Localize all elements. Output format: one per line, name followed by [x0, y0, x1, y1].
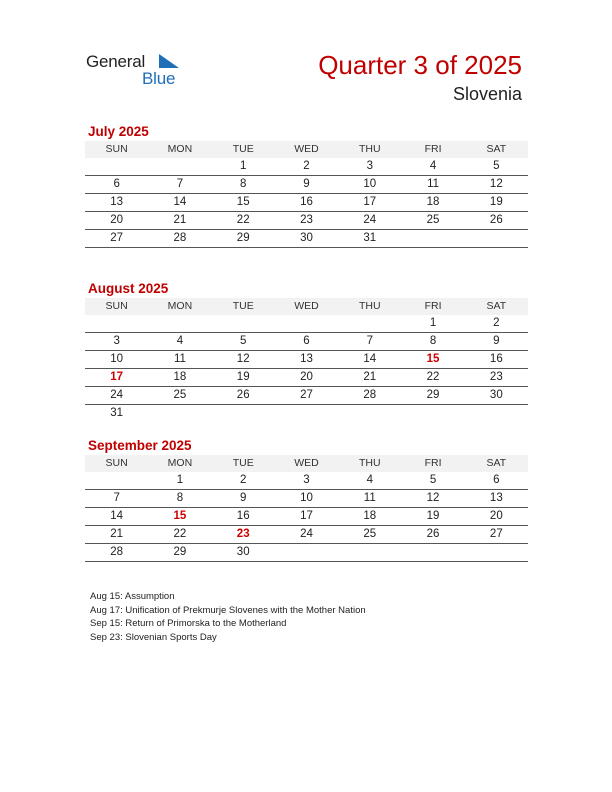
day-cell: 4 [366, 474, 373, 486]
day-cell: 6 [303, 335, 310, 347]
month-calendar [85, 437, 528, 562]
day-cell: 2 [493, 317, 500, 329]
day-cell: 3 [303, 474, 310, 486]
day-cell [212, 315, 275, 332]
day-cell: 10 [363, 178, 377, 190]
holiday-note: Aug 17: Unification of Prekmurje Slovenes with the Mother Nation [90, 604, 366, 616]
country-name: Slovenia [452, 84, 522, 104]
day-cell: 3 [113, 335, 120, 347]
day-cell: 16 [489, 353, 503, 365]
day-cell: 21 [110, 528, 124, 540]
weekday-label: WED [294, 143, 319, 155]
day-cell: 14 [110, 510, 124, 522]
day-cell: 5 [429, 474, 437, 486]
month-title: July 2025 [88, 124, 149, 139]
day-cell: 6 [493, 474, 500, 486]
holiday-day-cell: 15 [173, 510, 187, 522]
weekday-label: THU [358, 300, 381, 312]
day-cell: 12 [489, 178, 503, 190]
day-cell: 2 [240, 474, 247, 486]
logo-general-text: General [86, 52, 146, 71]
day-cell: 21 [173, 214, 187, 226]
day-cell: 14 [363, 353, 377, 365]
day-cell: 1 [240, 160, 247, 172]
day-cell: 11 [427, 178, 440, 190]
day-cell: 16 [300, 196, 313, 208]
holiday-day-cell: 15 [426, 353, 440, 365]
day-cell: 27 [300, 389, 313, 401]
day-cell: 15 [236, 196, 250, 208]
weekday-label: MON [167, 300, 193, 312]
day-cell: 25 [426, 214, 440, 226]
month-calendar [85, 123, 528, 248]
day-cell: 26 [489, 214, 503, 226]
weekday-header [85, 455, 528, 472]
day-cell: 31 [110, 407, 124, 419]
day-cell: 27 [110, 232, 124, 244]
weekday-label: FRI [424, 143, 442, 155]
weekday-label: WED [294, 300, 319, 312]
day-cell [148, 158, 211, 175]
day-cell: 3 [366, 160, 373, 172]
day-cell: 26 [236, 389, 250, 401]
week-row [85, 194, 528, 212]
day-cell [401, 544, 464, 561]
holiday-day-cell: 17 [110, 371, 124, 383]
day-cell: 26 [426, 528, 440, 540]
logo-triangle-icon [159, 54, 179, 68]
weekday-label: SUN [105, 457, 128, 469]
day-cell: 22 [173, 528, 187, 540]
month-title: August 2025 [88, 281, 169, 296]
day-cell: 9 [240, 492, 247, 504]
day-cell [401, 230, 464, 247]
day-cell: 9 [493, 335, 500, 347]
day-cell: 14 [173, 196, 187, 208]
day-cell: 23 [489, 371, 503, 383]
weekday-label: FRI [424, 457, 442, 469]
weekday-label: TUE [232, 300, 254, 312]
day-cell: 5 [493, 160, 500, 172]
day-cell: 17 [363, 196, 377, 208]
logo-blue-text: Blue [142, 69, 176, 88]
day-cell: 31 [363, 232, 377, 244]
day-cell: 24 [110, 389, 124, 401]
day-cell [465, 230, 528, 247]
day-cell: 27 [489, 528, 503, 540]
day-cell: 1 [176, 474, 184, 486]
day-cell: 17 [300, 510, 313, 522]
day-cell [338, 315, 401, 332]
day-cell: 20 [110, 214, 124, 226]
day-cell [85, 472, 148, 489]
week-row [85, 315, 528, 333]
day-cell: 16 [236, 510, 250, 522]
day-cell: 8 [429, 335, 437, 347]
day-cell [148, 315, 211, 332]
day-cell [338, 544, 401, 561]
day-cell: 20 [300, 371, 313, 383]
weekday-label: MON [167, 143, 193, 155]
day-cell: 12 [426, 492, 440, 504]
day-cell: 30 [236, 546, 250, 558]
weekday-label: MON [167, 457, 193, 469]
day-cell: 5 [240, 335, 247, 347]
day-cell: 19 [426, 510, 440, 522]
day-cell: 11 [363, 492, 376, 504]
weekday-label: THU [358, 457, 381, 469]
week-row [85, 544, 528, 562]
weekday-label: TUE [232, 457, 254, 469]
week-row [85, 351, 528, 369]
day-cell: 4 [176, 335, 184, 347]
day-cell: 22 [236, 214, 250, 226]
day-cell: 19 [489, 196, 503, 208]
page-title: Quarter 3 of 2025 [318, 50, 522, 80]
logo [86, 50, 196, 90]
week-row [85, 333, 528, 351]
week-row [85, 526, 528, 544]
day-cell [338, 405, 401, 422]
week-row [85, 158, 528, 176]
day-cell: 18 [363, 510, 377, 522]
day-cell: 13 [300, 353, 313, 365]
day-cell: 19 [236, 371, 250, 383]
day-cell: 25 [173, 389, 187, 401]
day-cell: 7 [366, 335, 373, 347]
day-cell: 20 [489, 510, 503, 522]
day-cell [85, 315, 148, 332]
month-title: September 2025 [88, 438, 192, 453]
weekday-label: SUN [105, 143, 128, 155]
day-cell [401, 405, 464, 422]
day-cell: 10 [300, 492, 313, 504]
day-cell [465, 544, 528, 561]
week-row [85, 387, 528, 405]
day-cell: 24 [300, 528, 313, 540]
day-cell: 7 [176, 178, 184, 190]
day-cell: 18 [173, 371, 187, 383]
day-cell: 6 [113, 178, 120, 190]
month-calendar [85, 280, 528, 422]
day-cell: 29 [173, 546, 187, 558]
day-cell: 8 [176, 492, 184, 504]
day-cell: 2 [303, 160, 310, 172]
holiday-note: Aug 15: Assumption [90, 591, 175, 602]
week-row [85, 369, 528, 387]
weekday-header [85, 298, 528, 315]
holiday-note: Sep 23: Slovenian Sports Day [90, 631, 217, 643]
weekday-label: SAT [486, 457, 507, 469]
day-cell: 9 [303, 178, 310, 190]
day-cell: 4 [429, 160, 437, 172]
day-cell: 7 [113, 492, 120, 504]
day-cell: 21 [363, 371, 377, 383]
day-cell: 29 [426, 389, 440, 401]
weekday-label: WED [294, 457, 319, 469]
weekday-header [85, 141, 528, 158]
week-row [85, 212, 528, 230]
holiday-notes [90, 590, 366, 644]
week-row [85, 176, 528, 194]
day-cell: 10 [110, 353, 124, 365]
day-cell: 22 [426, 371, 440, 383]
day-cell [212, 405, 275, 422]
week-row [85, 230, 528, 248]
day-cell [275, 544, 338, 561]
week-row [85, 405, 528, 422]
week-row [85, 508, 528, 526]
weekday-label: SAT [486, 300, 507, 312]
week-row [85, 490, 528, 508]
weekday-label: FRI [424, 300, 442, 312]
day-cell: 24 [363, 214, 377, 226]
weekday-label: SUN [105, 300, 128, 312]
day-cell: 29 [236, 232, 250, 244]
day-cell [85, 158, 148, 175]
holiday-day-cell: 23 [236, 528, 250, 540]
day-cell: 11 [173, 353, 186, 365]
day-cell: 13 [110, 196, 124, 208]
day-cell: 25 [363, 528, 377, 540]
day-cell [275, 405, 338, 422]
day-cell: 1 [429, 317, 437, 329]
day-cell: 28 [173, 232, 187, 244]
day-cell: 8 [240, 178, 247, 190]
holiday-note: Sep 15: Return of Primorska to the Motherland [90, 618, 287, 629]
day-cell [275, 315, 338, 332]
day-cell: 30 [300, 232, 313, 244]
day-cell: 23 [300, 214, 313, 226]
day-cell: 18 [426, 196, 440, 208]
weekday-label: SAT [486, 143, 507, 155]
day-cell: 12 [236, 353, 250, 365]
weekday-label: THU [358, 143, 381, 155]
day-cell: 28 [110, 546, 124, 558]
day-cell: 13 [489, 492, 503, 504]
day-cell: 30 [489, 389, 503, 401]
day-cell [148, 405, 211, 422]
week-row [85, 472, 528, 490]
day-cell [465, 405, 528, 422]
day-cell: 28 [363, 389, 377, 401]
weekday-label: TUE [232, 143, 254, 155]
